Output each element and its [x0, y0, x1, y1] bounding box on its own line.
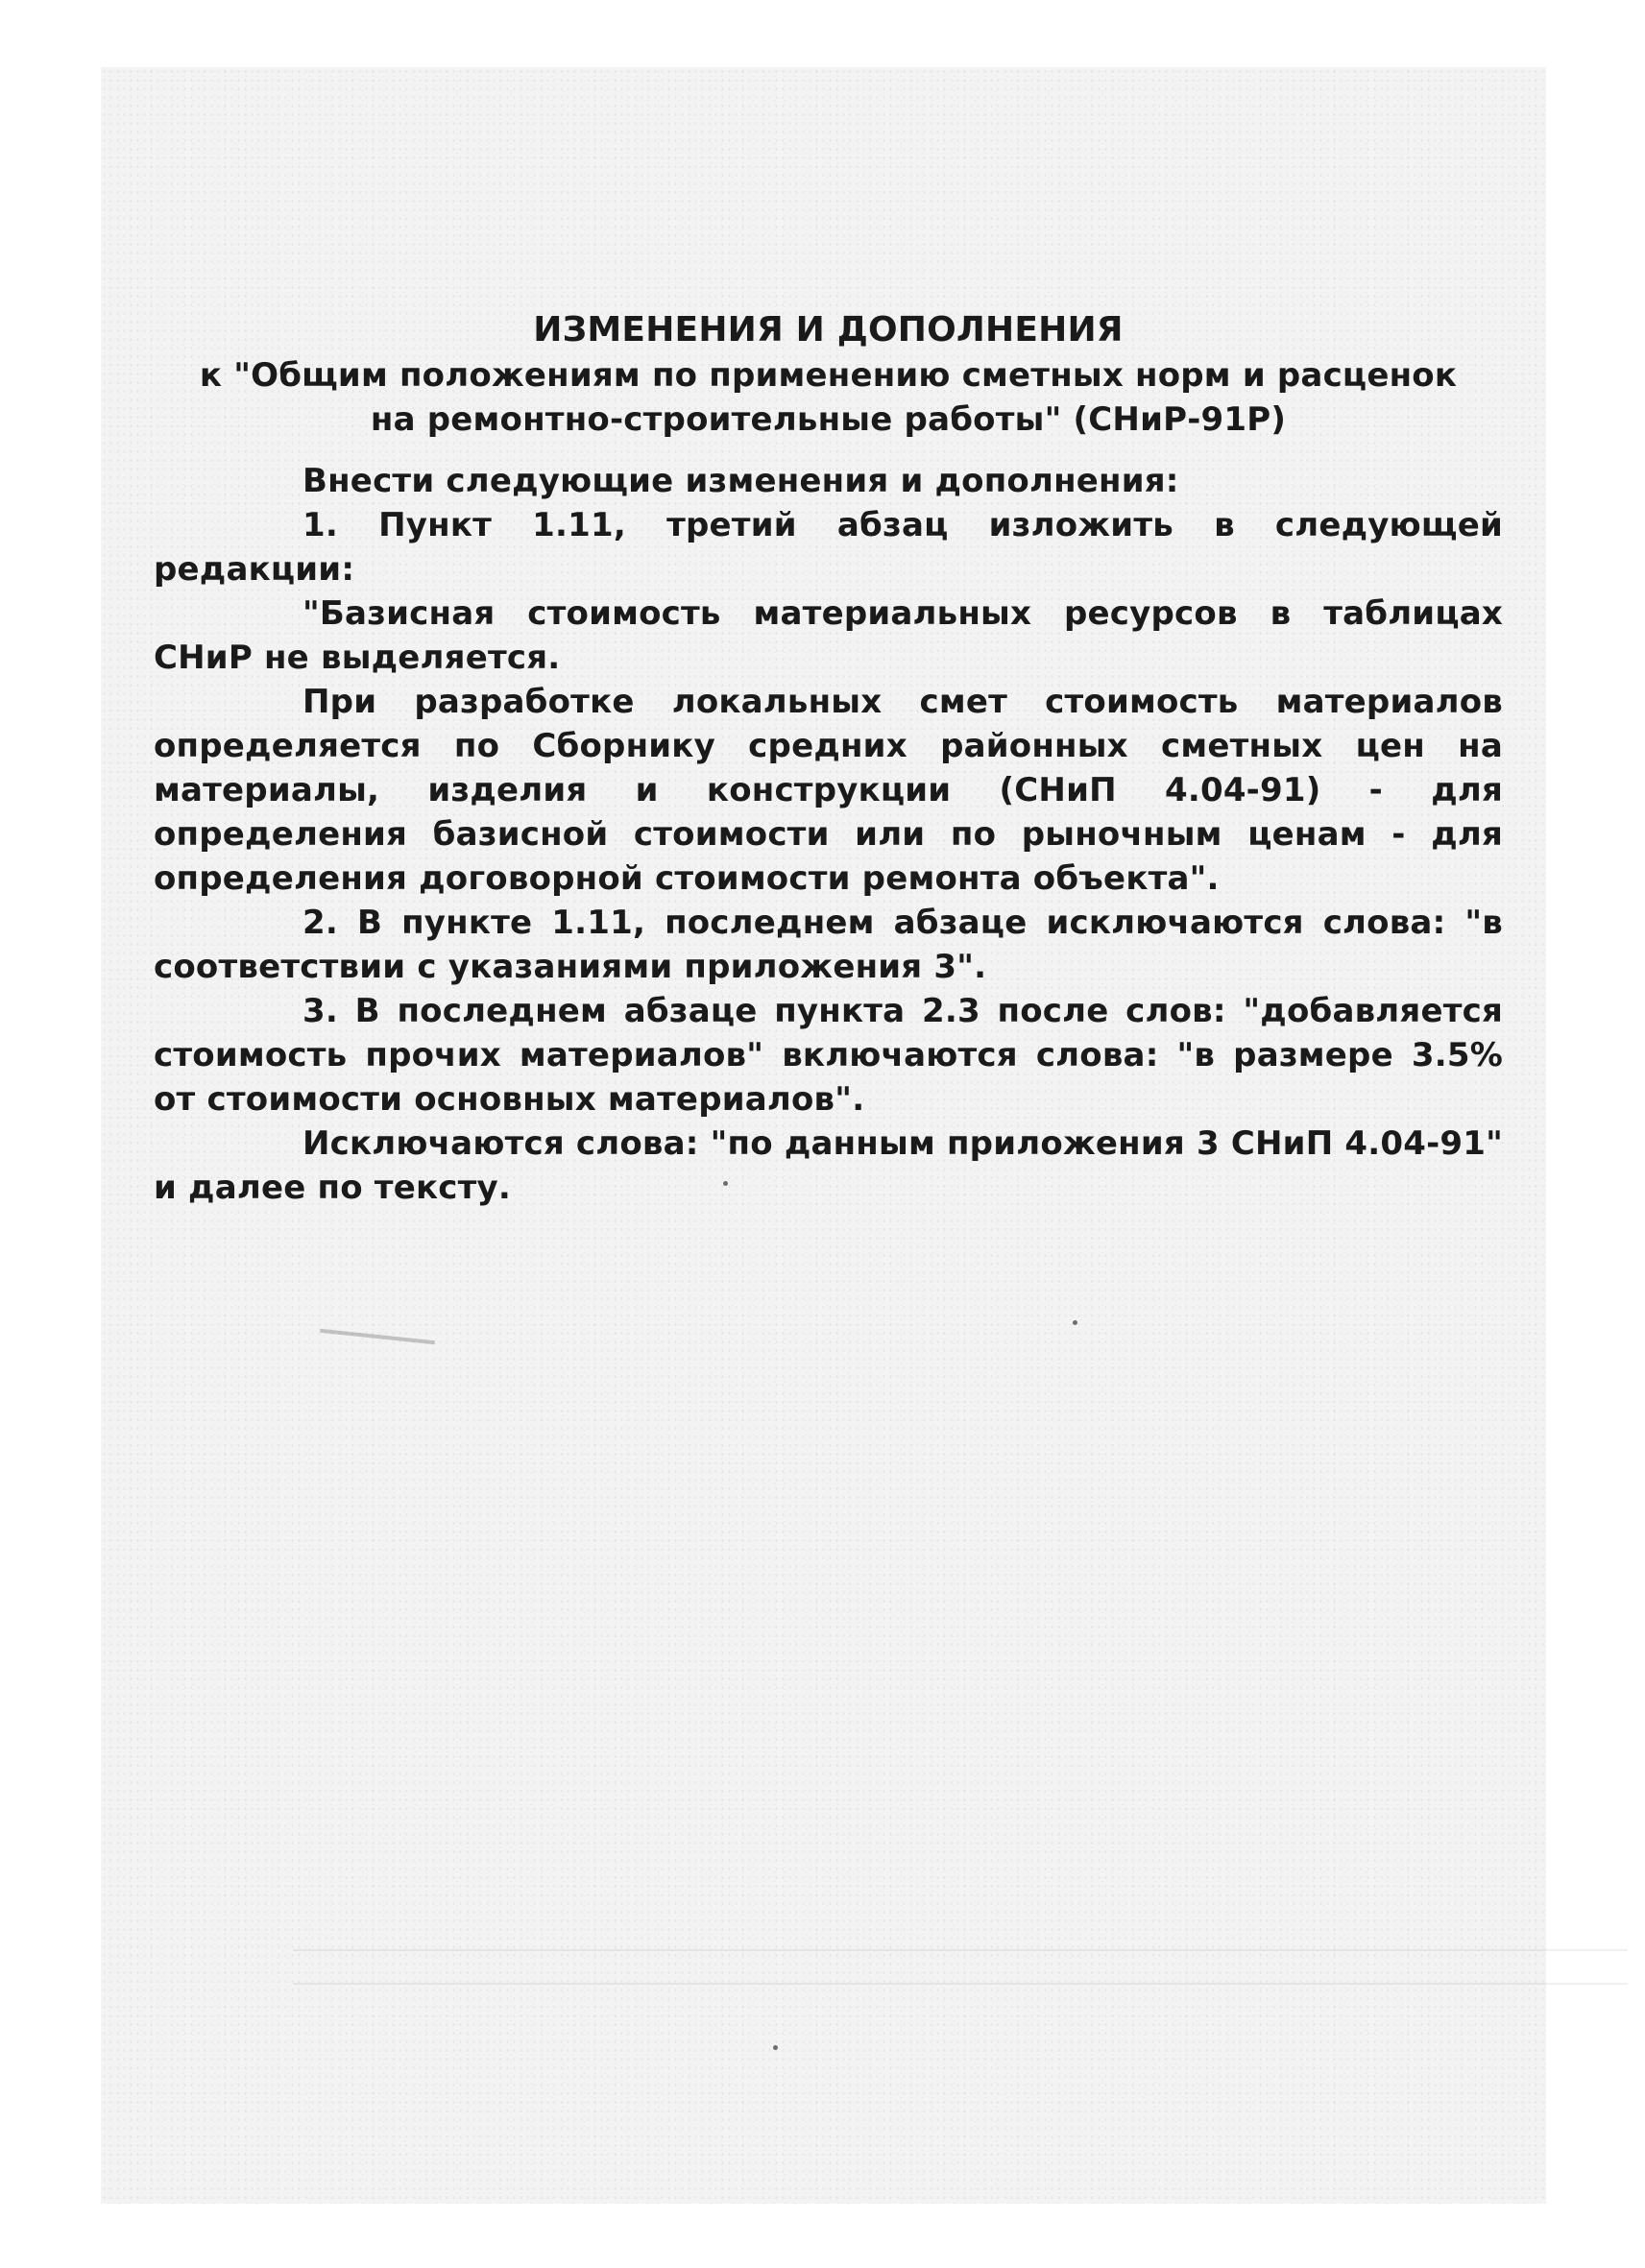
- document-subtitle: к "Общим положениям по применению сметных норм и расценок на ремонтно-строительные работы" (СНиР-91Р): [199, 356, 1458, 439]
- quoted-paragraph-start: "Базисная стоимость материальных ресурсов в таблицах СНиР не выделяется.: [154, 594, 1503, 677]
- scan-smudge: [320, 1329, 435, 1345]
- scan-line: [293, 1983, 1628, 1985]
- quoted-paragraph-continued: При разработке локальных смет стоимость материалов определяется по Сборнику средних районных сметных цен на материалы, изделия и конструкции (СНиП 4.04-91) - для определения базисной стоимости или по рыночным ценам - для определения договорной стоимости ремонта объекта".: [154, 683, 1503, 898]
- intro-line: Внести следующие изменения и дополнения:: [302, 462, 1179, 500]
- scan-speck: [773, 2045, 778, 2050]
- paragraph-item-2: 2. В пункте 1.11, последнем абзаце исключаются слова: "в соответствии с указаниями приложения 3".: [154, 904, 1503, 986]
- paragraph-exclusion: Исключаются слова: "по данным приложения 3 СНиП 4.04-91" и далее по тексту.: [154, 1124, 1504, 1207]
- paragraph-item-1: 1. Пункт 1.11, третий абзац изложить в следующей редакции:: [154, 506, 1503, 589]
- document-title: ИЗМЕНЕНИЯ И ДОПОЛНЕНИЯ: [533, 310, 1124, 350]
- scan-speck: [1073, 1320, 1077, 1325]
- paragraph-item-3: 3. В последнем абзаце пункта 2.3 после слов: "добавляется стоимость прочих материалов" включаются слова: "в размере 3.5% от стоимости основных материалов".: [154, 992, 1503, 1119]
- document-body: [154, 307, 1503, 1210]
- scan-line: [293, 1949, 1628, 1951]
